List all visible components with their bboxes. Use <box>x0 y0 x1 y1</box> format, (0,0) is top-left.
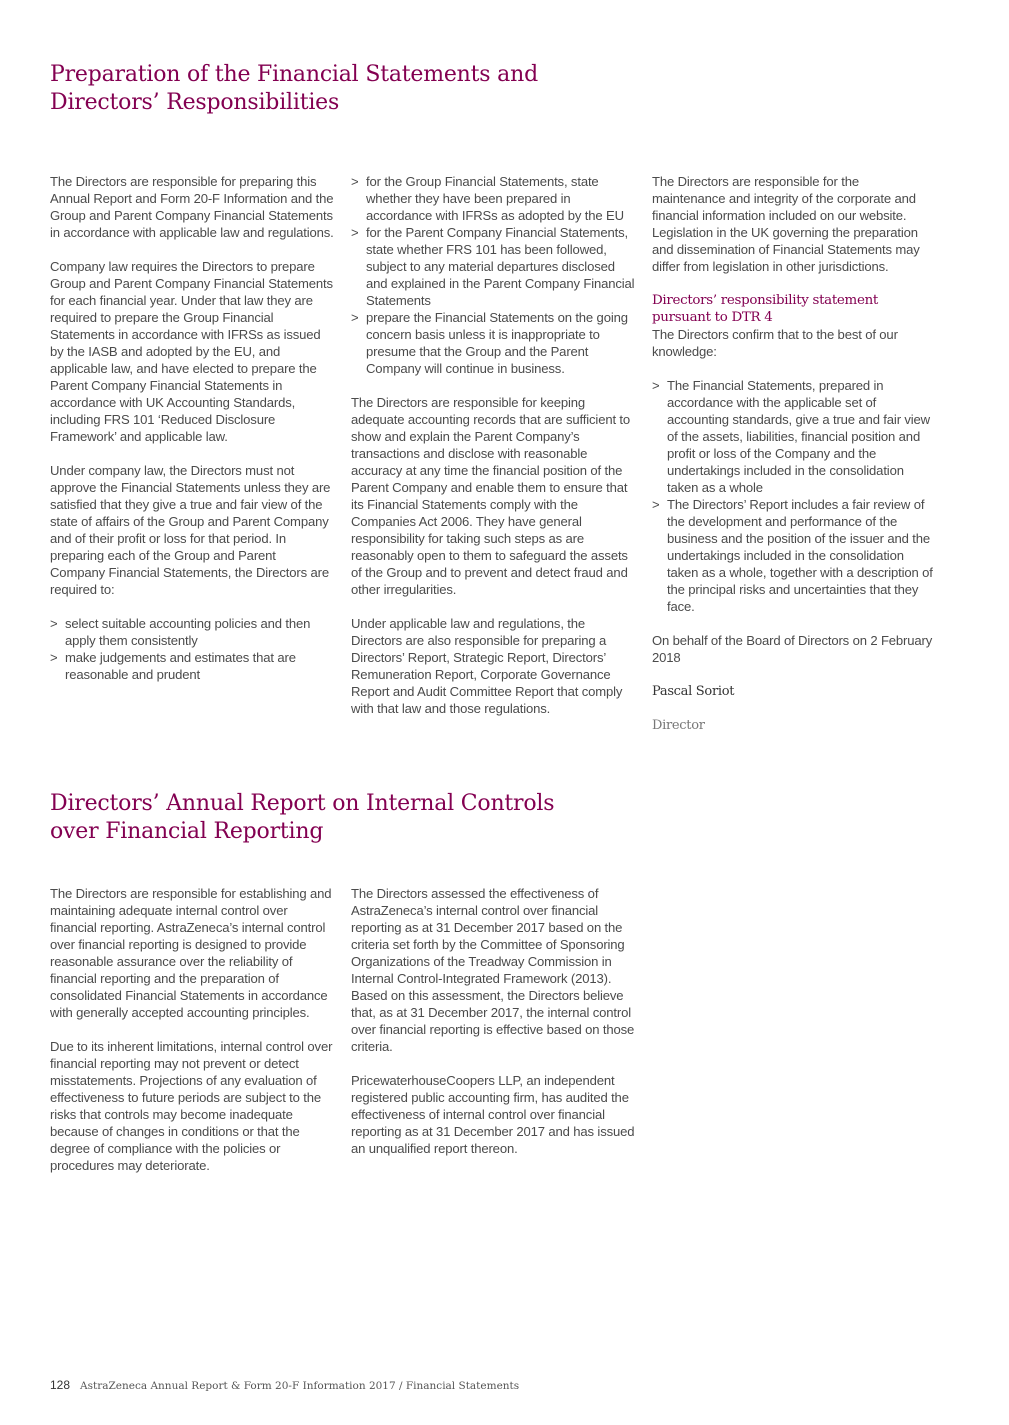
list-item: > prepare the Financial Statements on the going concern basis unless it is inappropriate to presume that the Group and the Parent Company will continue in business. <box>351 310 628 376</box>
bullet-list <box>50 615 334 683</box>
paragraph: The Directors are responsible for establishing and maintaining adequate internal control over financial reporting. AstraZeneca’s internal control over financial reporting is designed to provide reasonable assurance over the reliability of financial reporting and the preparation of consolidated Financial Statements in accordance with generally accepted accounting principles. <box>50 886 332 1020</box>
bullet-marker: > <box>351 310 359 325</box>
bullet-marker: > <box>351 174 359 189</box>
bullet-marker: > <box>652 497 660 512</box>
column-1 <box>50 173 334 700</box>
column-1 <box>50 885 334 1191</box>
paragraph: The Directors confirm that to the best of our knowledge: <box>652 327 898 359</box>
page-number: 128 <box>50 1378 71 1392</box>
heading-line: over Financial Reporting <box>50 819 324 844</box>
section-heading-internal-controls <box>50 790 554 846</box>
list-item: > for the Parent Company Financial Statements, state whether FRS 101 has been followed, subject to any material departures disclosed and explained in the Parent Company Financial Statements <box>351 225 635 308</box>
paragraph: The Directors are responsible for preparing this Annual Report and Form 20-F Information and the Group and Parent Company Financial Statements in accordance with applicable law and regulations. <box>50 174 334 240</box>
column-2 <box>351 173 635 734</box>
signatory-name: Pascal Soriot <box>652 684 735 699</box>
footer-text: AstraZeneca Annual Report & Form 20-F Information 2017 / Financial Statements <box>80 1380 520 1392</box>
column-3 <box>652 173 934 751</box>
paragraph: On behalf of the Board of Directors on 2 February 2018 <box>652 633 933 665</box>
paragraph: Under company law, the Directors must not approve the Financial Statements unless they are satisfied that they give a true and fair view of the state of affairs of the Group and Parent Company and of their profit or loss for that period. In preparing each of the Group and Parent Company Financial Statements, the Directors are required to: <box>50 463 331 597</box>
paragraph: The Directors are responsible for the maintenance and integrity of the corporate and financial information included on our website. Legislation in the UK governing the preparation and dissemination of Financial Statements may differ from legislation in other jurisdictions. <box>652 174 920 274</box>
heading-line: Directors’ Responsibilities <box>50 90 340 115</box>
list-item: > make judgements and estimates that are reasonable and prudent <box>50 650 296 682</box>
bullet-marker: > <box>351 225 359 240</box>
paragraph: Company law requires the Directors to prepare Group and Parent Company Financial Statements for each financial year. Under that law they are required to prepare the Group Financial Statements in accordance with IFRSs as issued by the IASB and adopted by the EU, and applicable law, and have elected to prepare the Parent Company Financial Statements in accordance with UK Accounting Standards, including FRS 101 ‘Reduced Disclosure Framework’ and applicable law. <box>50 259 333 444</box>
section-heading-financial-statements <box>50 61 538 117</box>
bullet-list <box>652 377 934 615</box>
paragraph: The Directors are responsible for keeping adequate accounting records that are sufficient to show and explain the Parent Company’s transactions and disclose with reasonable accuracy at any time the financial position of the Parent Company and enable them to ensure that its Financial Statements comply with the Companies Act 2006. They have general responsibility for taking such steps as are reasonably open to them to safeguard the assets of the Group and to prevent and detect fraud and other irregularities. <box>351 395 631 597</box>
paragraph: Due to its inherent limitations, internal control over financial reporting may not prevent or detect misstatements. Projections of any evaluation of effectiveness to future periods are subject to the risks that controls may become inadequate because of changes in conditions or that the degree of compliance with the policies or procedures may deteriorate. <box>50 1039 333 1173</box>
list-item: > The Directors’ Report includes a fair review of the development and performance of the business and the position of the issuer and the undertakings included in the consolidation taken as a whole, together with a description of the principal risks and uncertainties that they face. <box>652 497 933 614</box>
bullet-marker: > <box>652 378 660 393</box>
paragraph: PricewaterhouseCoopers LLP, an independent registered public accounting firm, has audited the effectiveness of internal control over financial reporting as at 31 December 2017 and has issued an unqualified report thereon. <box>351 1073 635 1156</box>
subheading-dtr4: Directors’ responsibility statement pursuant to DTR 4 <box>652 293 878 325</box>
bullet-marker: > <box>50 650 58 665</box>
column-2 <box>351 885 635 1174</box>
bullet-marker: > <box>50 616 58 631</box>
heading-line: Directors’ Annual Report on Internal Controls <box>50 791 555 816</box>
bullet-list <box>351 173 635 377</box>
page-footer <box>50 1378 519 1392</box>
paragraph: Under applicable law and regulations, the Directors are also responsible for preparing a Directors’ Report, Strategic Report, Directors’ Remuneration Report, Corporate Governance Report and Audit Committee Report that comply with that law and those regulations. <box>351 616 623 716</box>
list-item: > for the Group Financial Statements, state whether they have been prepared in accordance with IFRSs as adopted by the EU <box>351 174 624 223</box>
list-item: > select suitable accounting policies and then apply them consistently <box>50 616 311 648</box>
signatory-title: Director <box>652 718 705 733</box>
list-item: > The Financial Statements, prepared in accordance with the applicable set of accounting standards, give a true and fair view of the assets, liabilities, financial position and profit or loss of the Company and the undertakings included in the consolidation taken as a whole <box>652 378 930 495</box>
paragraph: The Directors assessed the effectiveness of AstraZeneca’s internal control over financial reporting as at 31 December 2017 based on the criteria set forth by the Committee of Sponsoring Organizations of the Treadway Commission in Internal Control-Integrated Framework (2013). Based on this assessment, the Directors believe that, as at 31 December 2017, the internal control over financial reporting is effective based on those criteria. <box>351 886 635 1054</box>
heading-line: Preparation of the Financial Statements and <box>50 62 538 87</box>
